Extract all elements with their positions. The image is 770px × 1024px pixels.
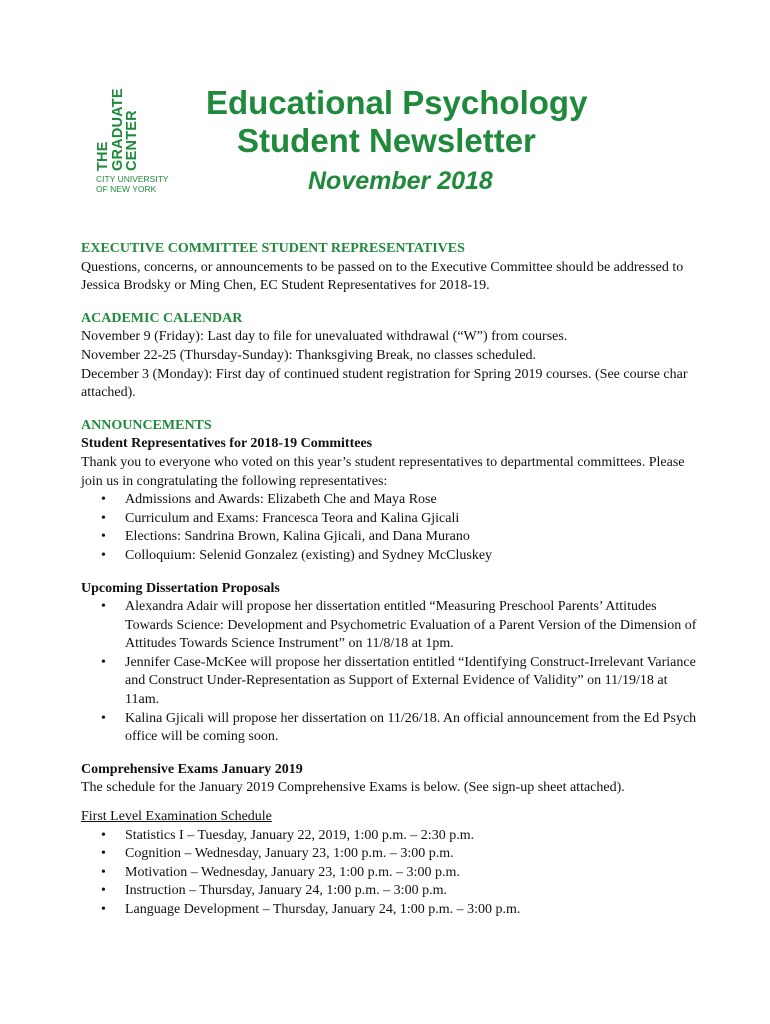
list-item: • Kalina Gjicali will propose her dissertation on 11/26/18. An official announcement from the Ed Psych office will be coming soon. <box>125 710 701 747</box>
committees-text: Thank you to everyone who voted on this year’s student representatives to departmental committees. Please join us in congratulating the following representatives: <box>81 454 685 489</box>
list-item: • Curriculum and Exams: Francesca Teora and Kalina Gjicali <box>125 510 701 529</box>
list-item: • Admissions and Awards: Elizabeth Che and Maya Rose <box>125 491 701 510</box>
calendar-line: December 3 (Monday): First day of continued student registration for Spring 2019 courses. (See course char attached). <box>81 366 688 401</box>
logo-sub-line-2: OF NEW YORK <box>96 184 157 194</box>
title-line-1: Educational Psychology <box>206 84 588 121</box>
exams-heading: Comprehensive Exams January 2019 <box>81 761 303 777</box>
calendar-heading: ACADEMIC CALENDAR <box>81 310 243 326</box>
committees-heading: Student Representatives for 2018-19 Committees <box>81 436 373 452</box>
logo-line-3: CENTER <box>124 110 140 171</box>
list-item: • Language Development – Thursday, January 24, 1:00 p.m. – 3:00 p.m. <box>125 901 701 920</box>
calendar-line: November 9 (Friday): Last day to file for unevaluated withdrawal (“W”) from courses. <box>81 329 568 345</box>
list-item: • Motivation – Wednesday, January 23, 1:00 p.m. – 3:00 p.m. <box>125 864 701 883</box>
logo-line-1: THE <box>95 141 111 171</box>
title-line-2: Student Newsletter <box>237 122 536 159</box>
executive-heading: EXECUTIVE COMMITTEE STUDENT REPRESENTATIVES <box>81 241 465 256</box>
calendar-section <box>81 310 701 403</box>
newsletter-date: November 2018 <box>308 167 493 195</box>
committees-list <box>81 491 701 565</box>
announcements-heading: ANNOUNCEMENTS <box>81 417 212 433</box>
schedule-heading: First Level Examination Schedule <box>81 809 272 825</box>
list-item: • Jennifer Case-McKee will propose her dissertation entitled “Identifying Construct-Irrelevant Variance and Construct Under-Representation as Support of External Evidence of Validity” on 11/19/18 at 11am. <box>125 654 701 710</box>
list-item: • Elections: Sandrina Brown, Kalina Gjicali, and Dana Murano <box>125 528 701 547</box>
logo-sub-line-1: CITY UNIVERSITY <box>96 174 169 184</box>
exams-text: The schedule for the January 2019 Comprehensive Exams is below. (See sign-up sheet attached). <box>81 780 625 796</box>
logo-subtitle <box>96 174 169 194</box>
list-item: • Instruction – Thursday, January 24, 1:00 p.m. – 3:00 p.m. <box>125 882 701 901</box>
executive-section <box>81 240 701 296</box>
list-item: • Cognition – Wednesday, January 23, 1:00 p.m. – 3:00 p.m. <box>125 845 701 864</box>
list-item: • Colloquium: Selenid Gonzalez (existing) and Sydney McCluskey <box>125 547 701 566</box>
exam-schedule-list <box>81 827 701 920</box>
logo-wordmark <box>96 84 144 171</box>
logo-line-2: GRADUATE <box>109 88 126 171</box>
announcements-section <box>81 417 701 920</box>
dissertations-heading: Upcoming Dissertation Proposals <box>81 580 280 596</box>
newsletter-body <box>81 240 701 920</box>
list-item: • Statistics I – Tuesday, January 22, 2019, 1:00 p.m. – 2:30 p.m. <box>125 827 701 846</box>
dissertations-list <box>81 598 701 747</box>
list-item: • Alexandra Adair will propose her dissertation entitled “Measuring Preschool Parents’ Attitudes Towards Science: Development and Psychometric Evaluation of a Parent Version of the Dimension of Attitudes Towards Science Instrument” on 11/8/18 at 1pm. <box>125 598 701 654</box>
newsletter-title <box>206 84 646 160</box>
calendar-line: November 22-25 (Thursday-Sunday): Thanksgiving Break, no classes scheduled. <box>81 347 537 363</box>
executive-text: Questions, concerns, or announcements to be passed on to the Executive Committee should be addressed to Jessica Brodsky or Ming Chen, EC Student Representatives for 2018-19. <box>81 259 684 294</box>
graduate-center-logo <box>95 84 169 196</box>
